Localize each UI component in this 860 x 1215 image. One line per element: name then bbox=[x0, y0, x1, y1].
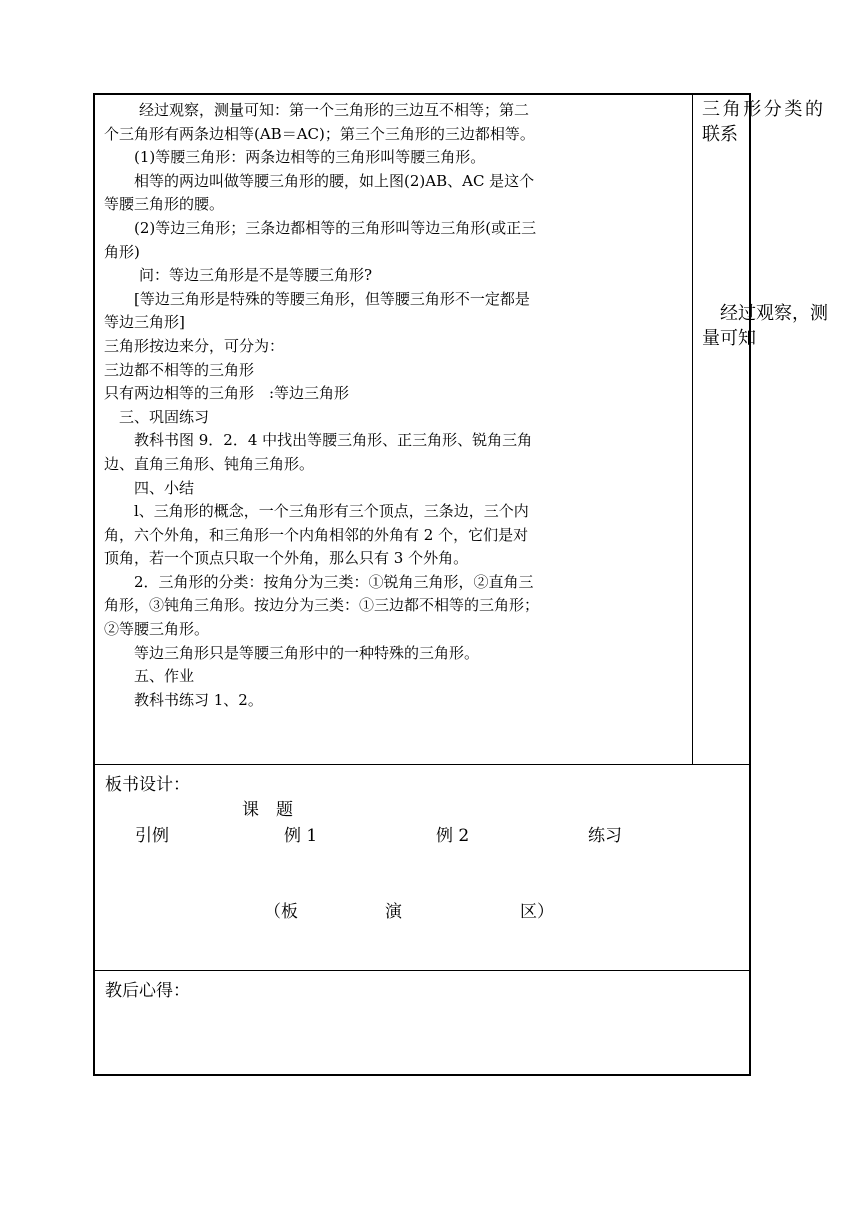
lesson-line: 边、直角三角形、钝角三角形。 bbox=[104, 454, 315, 473]
lesson-line: l、三角形的概念，一个三角形有三个顶点，三条边，三个内 bbox=[134, 502, 529, 521]
lesson-line: 教科书练习 1、2。 bbox=[134, 690, 263, 709]
lesson-line: [等边三角形是特殊的等腰三角形，但等腰三角形不一定都是 bbox=[134, 289, 530, 308]
lesson-line: (2)等边三角形；三条边都相等的三角形叫等边三角形(或正三 bbox=[134, 218, 537, 237]
lesson-line: 等边三角形] bbox=[104, 313, 185, 332]
column-divider bbox=[692, 95, 693, 764]
lesson-line: 等边三角形只是等腰三角形中的一种特殊的三角形。 bbox=[134, 643, 480, 662]
lesson-table bbox=[93, 93, 828, 1076]
note-line: 三角形分类的 bbox=[702, 99, 826, 120]
lesson-line: ②等腰三角形。 bbox=[104, 620, 210, 639]
board-intro-example: 引例 bbox=[135, 826, 169, 846]
lesson-line: 五、作业 bbox=[134, 667, 195, 686]
lesson-line: 顶角，若一个顶点只取一个外角，那么只有 3 个外角。 bbox=[104, 549, 469, 568]
lesson-line: 相等的两边叫做等腰三角形的腰，如上图(2)AB、AC 是这个 bbox=[134, 171, 535, 190]
lesson-line: 三边都不相等的三角形 bbox=[104, 360, 255, 379]
lesson-content bbox=[104, 99, 688, 712]
note-observation bbox=[702, 301, 842, 351]
reflection-title: 教后心得： bbox=[105, 981, 190, 1001]
lesson-line: 只有两边相等的三角形 :等边三角形 bbox=[104, 384, 350, 403]
lesson-line: 三、巩固练习 bbox=[119, 407, 210, 426]
note-line: 联系 bbox=[702, 124, 738, 145]
lesson-line: 个三角形有两条边相等(AB＝AC)；第三个三角形的三边都相等。 bbox=[104, 124, 535, 143]
board-area-label-3: 区） bbox=[520, 902, 554, 922]
board-topic: 课 题 bbox=[242, 800, 293, 820]
board-design-title: 板书设计： bbox=[105, 775, 190, 795]
lesson-line: 问：等边三角形是不是等腰三角形? bbox=[139, 266, 373, 285]
board-example-2: 例 2 bbox=[436, 826, 470, 846]
lesson-line: 等腰三角形的腰。 bbox=[104, 195, 225, 214]
row-divider-board bbox=[95, 764, 749, 765]
lesson-line: (1)等腰三角形：两条边相等的三角形叫等腰三角形。 bbox=[134, 148, 486, 167]
lesson-line: 四、小结 bbox=[134, 478, 195, 497]
lesson-line: 三角形按边来分，可分为： bbox=[104, 336, 285, 355]
note-line: 量可知 bbox=[702, 328, 756, 349]
lesson-line: 经过观察，测量可知：第一个三角形的三边互不相等；第二 bbox=[139, 101, 530, 119]
row-divider-reflection bbox=[95, 970, 749, 971]
lesson-line: 角，六个外角，和三角形一个内角相邻的外角有 2 个，它们是对 bbox=[104, 525, 529, 544]
note-classification-link bbox=[702, 97, 842, 147]
note-line: 经过观察，测 bbox=[720, 303, 828, 324]
board-area-label-2: 演 bbox=[385, 902, 402, 922]
board-area-label-1: （板 bbox=[264, 902, 298, 922]
lesson-line: 角形，③钝角三角形。按边分为三类：①三边都不相等的三角形； bbox=[104, 596, 540, 615]
board-example-1: 例 1 bbox=[284, 826, 318, 846]
board-practice: 练习 bbox=[588, 826, 622, 846]
lesson-line: 2．三角形的分类：按角分为三类：①锐角三角形，②直角三 bbox=[134, 572, 534, 591]
lesson-line: 角形) bbox=[104, 242, 140, 261]
lesson-line: 教科书图 9．2．4 中找出等腰三角形、正三角形、锐角三角 bbox=[134, 431, 533, 450]
